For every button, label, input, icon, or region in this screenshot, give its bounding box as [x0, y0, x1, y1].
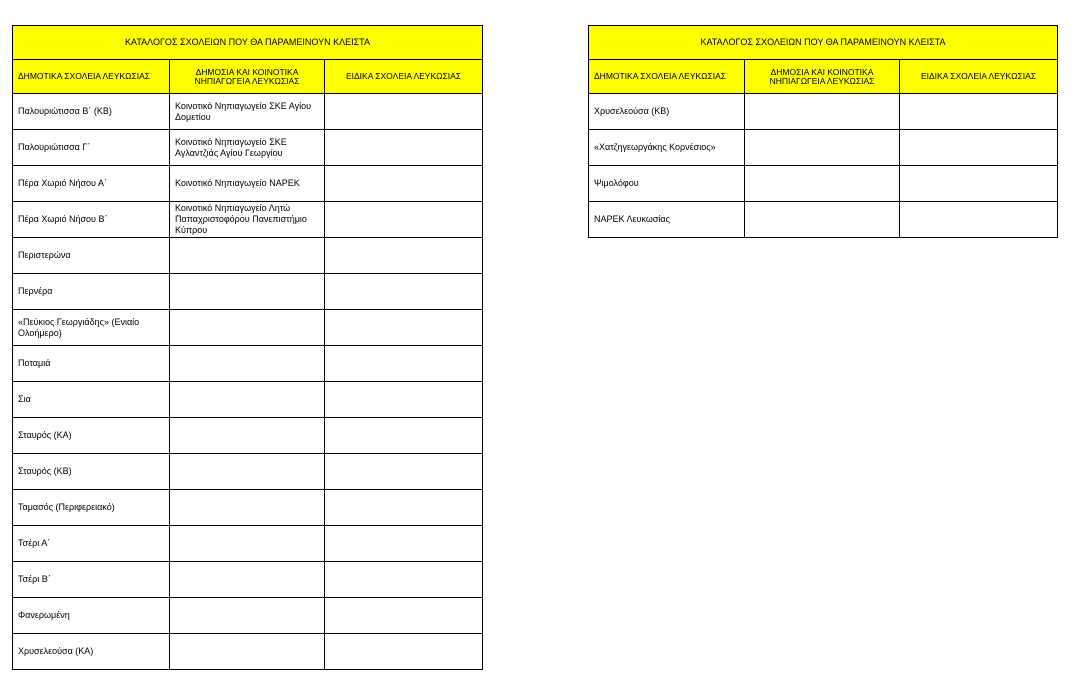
special-school-cell: [325, 490, 483, 526]
table-row: [13, 130, 483, 166]
special-school-cell: [325, 562, 483, 598]
table-row: [13, 598, 483, 634]
kindergarten-cell: Κοινοτικό Νηπιαγωγείο ΣΚΕ Αγλαντζιάς Αγίου Γεωργίου: [170, 130, 325, 166]
special-school-cell: [325, 418, 483, 454]
kindergarten-cell: [745, 202, 900, 238]
primary-school-cell: Ταμασός (Περιφερειακό): [13, 490, 170, 526]
special-school-cell: [325, 346, 483, 382]
kindergarten-cell: [745, 94, 900, 130]
kindergarten-cell: [170, 310, 325, 346]
special-school-cell: [325, 94, 483, 130]
table-title: ΚΑΤΑΛΟΓΟΣ ΣΧΟΛΕΙΩΝ ΠΟΥ ΘΑ ΠΑΡΑΜΕΙΝΟΥΝ ΚΛΕΙΣΤΑ: [589, 26, 1058, 60]
table-row: [13, 562, 483, 598]
column-header-special-schools: ΕΙΔΙΚΑ ΣΧΟΛΕΙΑ ΛΕΥΚΩΣΙΑΣ: [900, 60, 1058, 94]
kindergarten-cell: [170, 346, 325, 382]
kindergarten-cell: [170, 634, 325, 670]
primary-school-cell: Χρυσελεούσα (ΚΑ): [13, 634, 170, 670]
primary-school-cell: Χρυσελεούσα (ΚΒ): [589, 94, 745, 130]
kindergarten-cell: [170, 526, 325, 562]
special-school-cell: [325, 274, 483, 310]
primary-school-cell: Σταυρός (ΚΒ): [13, 454, 170, 490]
kindergarten-cell: [745, 130, 900, 166]
special-school-cell: [325, 634, 483, 670]
table-row: [589, 166, 1058, 202]
primary-school-cell: Τσέρι Α΄: [13, 526, 170, 562]
table-row: [13, 346, 483, 382]
schools-table-left: [12, 25, 483, 670]
kindergarten-cell: Κοινοτικό Νηπιαγωγείο ΝΑΡΕΚ: [170, 166, 325, 202]
column-header-special-schools: ΕΙΔΙΚΑ ΣΧΟΛΕΙΑ ΛΕΥΚΩΣΙΑΣ: [325, 60, 483, 94]
primary-school-cell: Τσέρι Β΄: [13, 562, 170, 598]
primary-school-cell: «Πεύκιος Γεωργιάδης» (Ενιαίο Ολοήμερο): [13, 310, 170, 346]
primary-school-cell: Σια: [13, 382, 170, 418]
kindergarten-cell: [170, 598, 325, 634]
primary-school-cell: Ψιμολόφου: [589, 166, 745, 202]
primary-school-cell: Παλουριώτισσα Γ΄: [13, 130, 170, 166]
special-school-cell: [325, 454, 483, 490]
table-row: [589, 130, 1058, 166]
column-header-primary-schools: ΔΗΜΟΤΙΚΑ ΣΧΟΛΕΙΑ ΛΕΥΚΩΣΙΑΣ: [13, 60, 170, 94]
kindergarten-cell: [170, 490, 325, 526]
table-row: [13, 526, 483, 562]
kindergarten-cell: [170, 562, 325, 598]
table-row: [13, 418, 483, 454]
kindergarten-cell: [170, 418, 325, 454]
table-body: [589, 94, 1058, 238]
kindergarten-cell: [170, 382, 325, 418]
kindergarten-cell: Κοινοτικό Νηπιαγωγείο ΣΚΕ Αγίου Δομετίου: [170, 94, 325, 130]
primary-school-cell: Περνέρα: [13, 274, 170, 310]
table-row: [13, 634, 483, 670]
special-school-cell: [325, 238, 483, 274]
primary-school-cell: Περιστερώνα: [13, 238, 170, 274]
table-row: [13, 310, 483, 346]
table-row: [589, 202, 1058, 238]
special-school-cell: [900, 130, 1058, 166]
special-school-cell: [325, 598, 483, 634]
primary-school-cell: Πέρα Χωριό Νήσου Α΄: [13, 166, 170, 202]
primary-school-cell: Παλουριώτισσα Β΄ (ΚΒ): [13, 94, 170, 130]
table-row: [13, 274, 483, 310]
table-row: [13, 166, 483, 202]
table-row: [13, 202, 483, 238]
primary-school-cell: «Χατζηγεωργάκης Κορνέσιος»: [589, 130, 745, 166]
table-row: [13, 382, 483, 418]
special-school-cell: [325, 202, 483, 238]
kindergarten-cell: [170, 454, 325, 490]
special-school-cell: [325, 166, 483, 202]
special-school-cell: [900, 166, 1058, 202]
kindergarten-cell: [170, 238, 325, 274]
table-row: [13, 454, 483, 490]
special-school-cell: [325, 526, 483, 562]
table-row: [589, 94, 1058, 130]
special-school-cell: [900, 94, 1058, 130]
primary-school-cell: Φανερωμένη: [13, 598, 170, 634]
special-school-cell: [325, 310, 483, 346]
column-header-primary-schools: ΔΗΜΟΤΙΚΑ ΣΧΟΛΕΙΑ ΛΕΥΚΩΣΙΑΣ: [589, 60, 745, 94]
column-header-kindergartens: ΔΗΜΟΣΙΑ ΚΑΙ ΚΟΙΝΟΤΙΚΑ ΝΗΠΙΑΓΩΓΕΙΑ ΛΕΥΚΩΣΙΑΣ: [745, 60, 900, 94]
table-title: ΚΑΤΑΛΟΓΟΣ ΣΧΟΛΕΙΩΝ ΠΟΥ ΘΑ ΠΑΡΑΜΕΙΝΟΥΝ ΚΛΕΙΣΤΑ: [13, 26, 483, 60]
schools-table-right: [588, 25, 1058, 238]
primary-school-cell: Ποταμιά: [13, 346, 170, 382]
table-row: [13, 490, 483, 526]
special-school-cell: [900, 202, 1058, 238]
table-row: [13, 94, 483, 130]
primary-school-cell: Σταυρός (ΚΑ): [13, 418, 170, 454]
table-row: [13, 238, 483, 274]
special-school-cell: [325, 130, 483, 166]
special-school-cell: [325, 382, 483, 418]
primary-school-cell: ΝΑΡΕΚ Λευκωσίας: [589, 202, 745, 238]
kindergarten-cell: [170, 274, 325, 310]
kindergarten-cell: Κοινοτικό Νηπιαγωγείο Λητώ Παπαχριστοφόρου Πανεπιστήμιο Κύπρου: [170, 202, 325, 238]
column-header-kindergartens: ΔΗΜΟΣΙΑ ΚΑΙ ΚΟΙΝΟΤΙΚΑ ΝΗΠΙΑΓΩΓΕΙΑ ΛΕΥΚΩΣΙΑΣ: [170, 60, 325, 94]
kindergarten-cell: [745, 166, 900, 202]
primary-school-cell: Πέρα Χωριό Νήσου Β΄: [13, 202, 170, 238]
table-body: [13, 94, 483, 670]
